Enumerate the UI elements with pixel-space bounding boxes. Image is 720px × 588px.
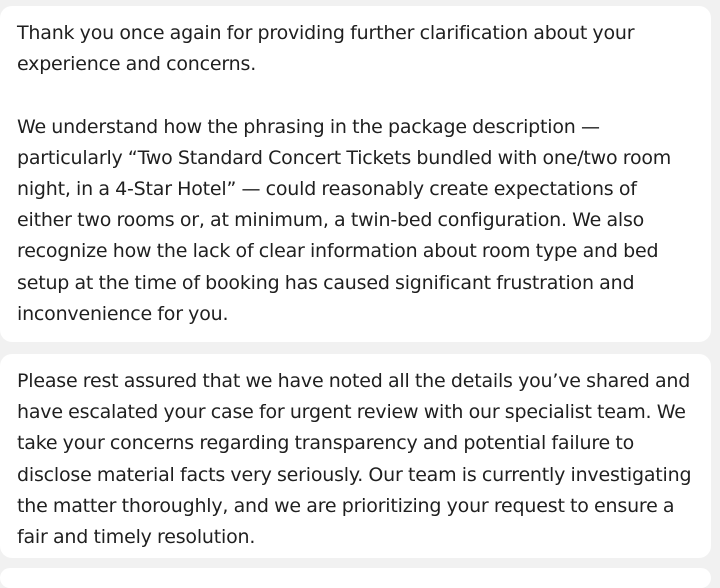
- message-bubble-partial: [0, 568, 711, 588]
- message-bubble: [0, 354, 711, 558]
- message-paragraph: Please rest assured that we have noted all the details you’ve shared and have escalated your case for urgent review with our specialist team. We take your concerns regarding transparency and potential failure to disclose material facts very seriously. Our team is currently investigating the matter thoroughly, and we are prioritizing your request to ensure a fair and timely resolution.: [17, 370, 692, 549]
- message-bubble: [0, 6, 711, 342]
- message-paragraph: Thank you once again for providing further clarification about your experience and concerns.: [17, 22, 635, 76]
- message-paragraph: We understand how the phrasing in the package description — particularly “Two Standard Concert Tickets bundled with one/two room night, in a 4-Star Hotel” — could reasonably create expectations of either two rooms or, at minimum, a twin-bed configuration. We also recognize how the lack of clear information about room type and bed setup at the time of booking has caused significant frustration and inconvenience for you.: [17, 115, 672, 325]
